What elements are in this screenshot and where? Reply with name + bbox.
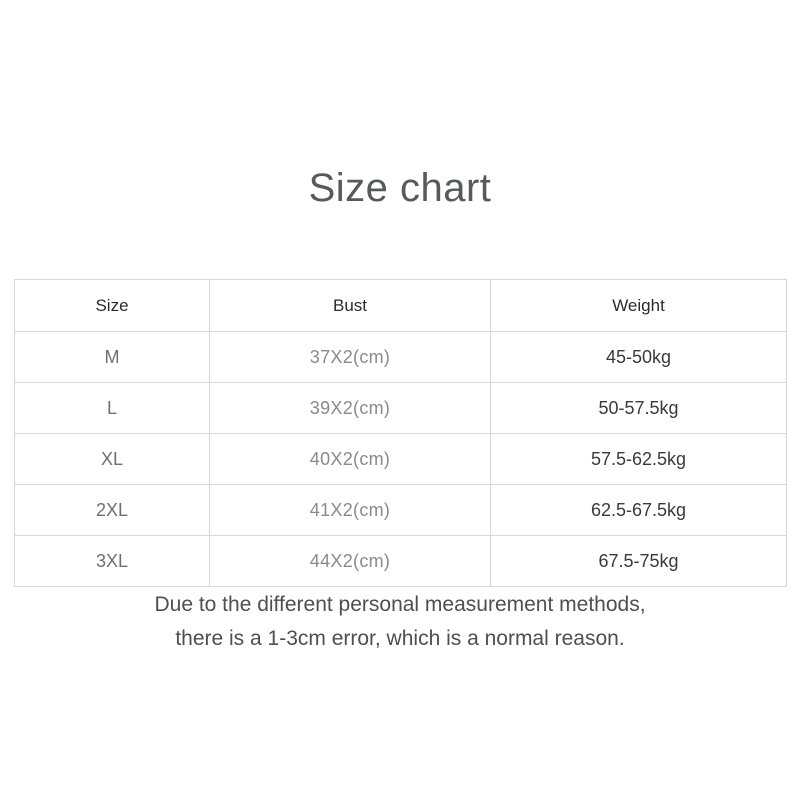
column-header-size: Size [15, 280, 210, 332]
cell-size: 3XL [15, 536, 210, 587]
measurement-note-line-2: there is a 1-3cm error, which is a normal reason. [175, 627, 625, 650]
cell-bust: 44X2(cm) [210, 536, 491, 587]
cell-weight: 57.5-62.5kg [491, 434, 787, 485]
column-header-weight: Weight [491, 280, 787, 332]
cell-size: XL [15, 434, 210, 485]
cell-weight: 67.5-75kg [491, 536, 787, 587]
table-row [15, 434, 787, 485]
cell-weight: 62.5-67.5kg [491, 485, 787, 536]
page-title: Size chart [308, 166, 492, 210]
size-chart-table-wrapper [14, 279, 786, 587]
table-header-row [15, 280, 787, 332]
cell-weight: 45-50kg [491, 332, 787, 383]
cell-bust: 41X2(cm) [210, 485, 491, 536]
measurement-note [0, 588, 800, 656]
cell-size: L [15, 383, 210, 434]
cell-bust: 39X2(cm) [210, 383, 491, 434]
cell-weight: 50-57.5kg [491, 383, 787, 434]
table-body [15, 332, 787, 587]
column-header-bust: Bust [210, 280, 491, 332]
cell-bust: 37X2(cm) [210, 332, 491, 383]
cell-size: 2XL [15, 485, 210, 536]
cell-bust: 40X2(cm) [210, 434, 491, 485]
cell-size: M [15, 332, 210, 383]
size-chart-table [14, 279, 787, 587]
measurement-note-line-1: Due to the different personal measurement methods, [154, 593, 646, 616]
table-row [15, 536, 787, 587]
table-header [15, 280, 787, 332]
table-row [15, 332, 787, 383]
table-row [15, 485, 787, 536]
table-row [15, 383, 787, 434]
